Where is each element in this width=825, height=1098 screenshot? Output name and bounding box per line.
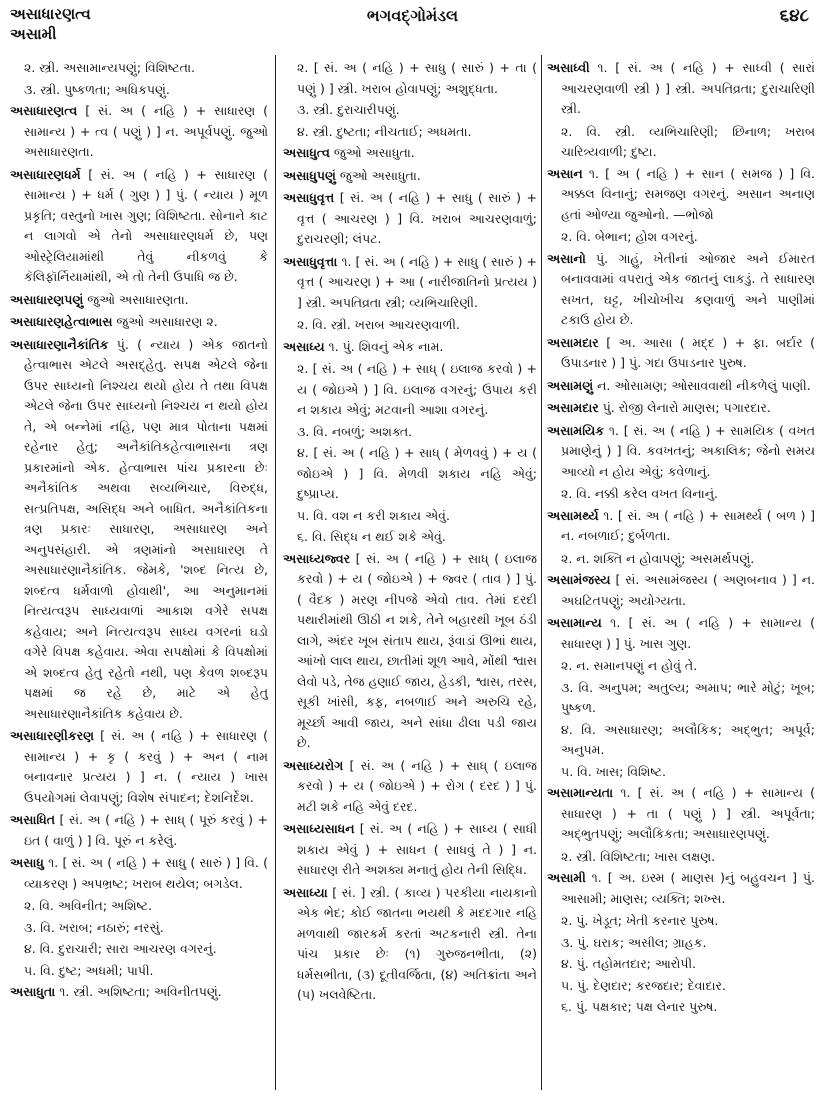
entry-sense: ૨. વિ. સ્ત્રી. વ્યભિચારિણી; છિનાળ; ખરાબ ચારિત્ર્યવાળી; દુષ્ટા. bbox=[561, 123, 815, 159]
dictionary-entry bbox=[10, 101, 268, 163]
dictionary-column-1 bbox=[10, 58, 268, 1090]
entry-headword: અસાધારણહેત્વાભાસ bbox=[10, 314, 113, 329]
dictionary-entry bbox=[10, 165, 268, 288]
entry-sense: ૬. પું. પક્ષકાર; પક્ષ લેનાર પુરુષ. bbox=[561, 999, 718, 1014]
entry-definition: [ સં. અ ( નહિ ) + સાધારણ ( સામાન્ય ) + કૃ ( કરવું ) + અન ( નામ બનાવનાર પ્રત્યય ) ] ન. ( ન્યાય ) ખાસ ઉપયોગમાં લેવાપણું; વિશેષ સંપાદન; દેશનિર્દેશ. bbox=[24, 728, 268, 805]
entry-definition: [ સં. અ ( નહિ ) + સાધ્ય ( સાધી શકાય એવું ) + સાધન ( સાધવું તે ) ] ન. સાધારણ રીતે અશક્ય મનાતું હોય તેની સિદ્ધિ. bbox=[297, 821, 537, 877]
entry-sense: ૪. વિ. દુરાચારી; સારા આચરણ વગરનું. bbox=[24, 941, 217, 956]
entry-headword: અસામર્થ્ય bbox=[547, 507, 599, 523]
entry-sense: ૨. વિ. બેભાન; હોશ વગરનું. bbox=[561, 229, 698, 244]
entry-headword: અસામી bbox=[547, 870, 586, 885]
dictionary-entry bbox=[10, 726, 268, 808]
entry-sense: ૨. ન. શક્તિ ન હોવાપણું; અસમર્થપણું. bbox=[561, 550, 755, 566]
entry-headword: અસાધારણાનૈકાંતિક bbox=[10, 336, 109, 352]
dictionary-entry bbox=[283, 549, 537, 754]
dictionary-entry bbox=[10, 290, 268, 311]
entry-headword: અસાધારણીકરણ bbox=[10, 728, 95, 743]
entry-definition: [ સં. અસામંજસ્ય ( અણબનાવ ) ] ન. અઘટિતપણું; અયોગ્યતા. bbox=[561, 572, 815, 608]
entry-headword: અસામદાર bbox=[547, 334, 599, 350]
entry-definition: [ સં. અ ( નહિ ) + સાધારણ ( સામાન્ય ) + ધર્મ ( ગુણ ) ] પું. ( ન્યાય ) મૂળ પ્રકૃતિ; વસ્તુનો ખાસ ગુણ; વિશિષ્ટતા. સોનાને કાટ ન લાગવો એ તેનો અસાધારણધર્મ છે, પણ ઓસ્ટ્રેલિયામાંથી તેવું નીકળવું કે કૅલિફૉર્નિયામાંથી, એ તો તેની ઉપાધિ જ છે. bbox=[24, 166, 268, 284]
dictionary-entry bbox=[547, 398, 815, 419]
column-rule bbox=[275, 55, 276, 1090]
column-rule bbox=[541, 55, 542, 1090]
entry-definition: ૧. [ અ ( નહિ ) + સાન ( સમજ ) ] વિ. અક્કલ વિનાનું; સમજણ વગરનું. અસાન અનાણ હતાં ઓળ્યા જુઓનો. —ભોજો bbox=[561, 165, 815, 222]
dictionary-entry bbox=[283, 756, 537, 818]
entry-sense: ૨. [ સં. અ ( નહિ ) + સાધ્ ( ઇલાજ કરવો ) + ય ( જોઇએ ) ] વિ. ઇલાજ વગરનું; ઉપાય કરી ન શકાય એવું; મટવાની આશા વગરનું. bbox=[297, 361, 537, 417]
entry-definition: પું. રોજી લેનારો માણસ; પગારદાર. bbox=[598, 400, 771, 415]
running-head: ભગવદ્ગોમંડલ bbox=[366, 6, 459, 25]
entry-headword: અસાધુવૃત્ત bbox=[283, 190, 335, 205]
dictionary-entry bbox=[547, 58, 815, 120]
entry-headword: અસાધુત્વ bbox=[283, 145, 330, 160]
entry-headword: અસાધુવૃત્તા bbox=[283, 253, 338, 269]
entry-headword: અસાધ્યરોગ bbox=[283, 757, 344, 773]
entry-definition: જુઓ અસાધારણતા. bbox=[83, 291, 189, 307]
entry-definition: [ સં. અ ( નહિ ) + સાધ્ ( ઇલાજ કરવો ) + ય ( જોઇએ ) + જ્વર ( તાવ ) ] પું. ( વૈદક ) મરણ નીપજે એવો તાવ. તેમાં દરદી પથારીમાંથી ઊઠી ન શકે, તેને બહારથી ખૂબ ઠંડી લાગે, અંદર ખૂબ સંતાપ થાય, રૂંવાડાં ઊભાં થાય, આંખો લાલ થાય, છાતીમાં શૂળ આવે, મોંથી શ્વાસ લેવો પડે, તેજ હણાઈ જાય, હેડકી, શ્વાસ, તરસ, સૂકી ખાંસી, કફ, નબળાઈ અને અરુચિ રહે, મૂર્ચ્છા આવી જાય, અને સાંધા ઢીલા પડી જાય છે. bbox=[297, 550, 537, 750]
entry-headword: અસામદાર bbox=[547, 400, 599, 415]
entry-definition: ૧. [ સં. અ ( નહિ ) + સામયિક ( વખત પ્રમાણેનું ) ] વિ. કવખતનું; અકાલિક; જેનો સમય આવ્યો ન હોય એવું; કવેળાનું. bbox=[561, 422, 815, 479]
dictionary-entry bbox=[547, 783, 815, 845]
entry-definition: [ સં. ] સ્ત્રી. ( કાવ્ય ) પરકીયા નાયકાનો એક ભેદ; કોઈ જાતના ભયથી કે મદદગાર નહિ મળવાથી જારકર્મ કરતાં અટકનારી સ્ત્રી. તેના પાંચ પ્રકાર છેઃ (૧) ગુરુજનભીતા, (૨) ધર્મસભીતા, (૩) દૂતીવર્જિતા, (૪) અતિક્રાંતા અને (૫) ખલવેષ્ટિતા. bbox=[297, 884, 537, 1002]
entry-sense: ૨. વિ. અવિનીત; અશિષ્ટ. bbox=[24, 898, 153, 913]
entry-headword: અસાધુતા bbox=[10, 984, 56, 999]
dictionary-entry bbox=[283, 883, 537, 1006]
entry-sense: ૨. ન. સમાનપણું ન હોવું તે. bbox=[561, 658, 698, 673]
entry-definition: જુઓ અસાધારણ ૨. bbox=[112, 314, 218, 329]
entry-headword: અસાધ્યા bbox=[283, 884, 328, 900]
entry-definition: ૧. [ સં. અ ( નહિ ) + સાધુ ( સારું ) + વૃત્ત ( આચરણ ) + આ ( નારીજાતિનો પ્રત્યય ) ] સ્ત્રી. અપતિવ્રતા સ્ત્રી; વ્યભિચારિણી. bbox=[297, 253, 537, 310]
entry-sense: ૨. પું. ખેડૂત; ખેતી કરનાર પુરુષ. bbox=[561, 913, 719, 928]
entry-headword: અસાધારણપણું bbox=[10, 291, 84, 307]
guide-word-first: અસાધારણત્વ bbox=[10, 5, 91, 23]
entry-headword: અસાધ્યસાધન bbox=[283, 821, 355, 836]
entry-sense: ૬. વિ. સિદ્ધ ન થઈ શકે એવું. bbox=[297, 529, 446, 544]
entry-definition: [ અ. આસા ( મદ્દ ) + ફા. બર્દાર ( ઉપાડનાર ) ] પું. ગદા ઉપાડનાર પુરુષ. bbox=[561, 334, 815, 370]
entry-headword: અસાધારણધર્મ bbox=[10, 166, 81, 182]
dictionary-entry bbox=[10, 810, 268, 851]
entry-definition: [ સં. અ ( નહિ ) + સાધુ ( સારું ) + વૃત્ત ( આચરણ ) ] વિ. ખરાબ આચરણવાળું; દુરાચરણી; લંપટ. bbox=[297, 190, 537, 246]
entry-sense: ૩. વિ. નબળું; અશક્ત. bbox=[297, 423, 413, 439]
entry-sense: ૪. સ્ત્રી. દુષ્ટતા; નીચતાઈ; અધમતા. bbox=[297, 123, 472, 139]
dictionary-entry bbox=[10, 335, 268, 725]
dictionary-entry bbox=[10, 312, 268, 333]
entry-definition: જુઓ અસાધુતા. bbox=[329, 145, 415, 160]
entry-sense: ૨. વિ. નક્કી કરેલ વખત વિનાનું. bbox=[561, 486, 719, 501]
entry-sense: ૪. [ સં. અ ( નહિ ) + સાધ્ ( મેળવવું ) + ય ( જોઇએ ) ] વિ. મેળવી શકાય નહિ એવું; દુષ્પ્રાપ્ય. bbox=[297, 445, 537, 501]
entry-definition: [ સં. અ ( નહિ ) + સાધારણ ( સામાન્ય ) + ત્વ ( પણું ) ] ન. અપૂર્વપણું. જુઓ અસાધારણતા. bbox=[24, 103, 268, 159]
dictionary-entry bbox=[283, 143, 537, 164]
entry-headword: અસાધુ bbox=[10, 855, 44, 870]
entry-sense: ૪. પું. તહોમતદાર; આરોપી. bbox=[561, 956, 697, 971]
entry-sense: ૩. પું. ઘરાક; અસીલ; ગ્રાહક. bbox=[561, 934, 707, 950]
entry-sense: ૩. વિ. અનુપમ; અતુલ્ય; અમાપ; ભારે મોટું; ખૂબ; પુષ્કળ. bbox=[561, 679, 815, 715]
entry-definition: [ સં. અ ( નહિ ) + સાધ્ ( પૂરું કરવું ) + ઇત ( વાળું ) ] વિ. પૂરું ન કરેલું. bbox=[24, 812, 268, 848]
guide-word-last: અસામી bbox=[10, 25, 57, 43]
dictionary-entry bbox=[283, 188, 537, 250]
entry-sense: ૨. સ્ત્રી. અસામાન્યપણું; વિશિષ્ટતા. bbox=[24, 60, 196, 75]
dictionary-entry bbox=[547, 506, 815, 547]
dictionary-entry bbox=[547, 613, 815, 654]
entry-sense: ૫. વિ. વશ ન કરી શકાય એવું. bbox=[297, 507, 450, 523]
dictionary-entry bbox=[547, 333, 815, 374]
entry-headword: અસામણું bbox=[547, 377, 594, 393]
dictionary-entry bbox=[10, 853, 268, 894]
entry-definition: જુઓ અસાધુતા. bbox=[335, 167, 421, 183]
entry-definition: પું. ગાહું, ખેતીનાં ઓજાર અને ઈમારત બનાવવામાં વપરાતું એક જાતનું લાકડું. તે સાધારણ સખત, ઘટ્ટ, ખીચોખીચ કણવાળું અને પાણીમાં ટકાઉ હોય છે. bbox=[561, 250, 815, 327]
entry-sense: ૨. વિ. સ્ત્રી. ખરાબ આચરણવાળી. bbox=[297, 317, 460, 332]
entry-definition: પું. ( ન્યાય ) એક જાતનો હેત્વાભાસ એટલે અસદ્હેતુ. સપક્ષ એટલે જેના ઉપર સાધ્યનો નિશ્ચય થયો હોય તે તથા વિપક્ષ એટલે જેના ઉપર સાધ્યનો નિશ્ચય ન થયો હોય તે, એ બન્નેમાં નહિ, પણ માત્ર પોતાના પક્ષમાં રહેનાર હેતુ; અનૈકાંતિકહેત્વાભાસના ત્રણ પ્રકારમાંનો એક. હેત્વાભાસ પાંચ પ્રકારના છેઃ અનૈકાંતિક અથવા સવ્યભિચાર, વિરુદ્ધ, સત્પ્રતિપક્ષ, અસિદ્ધ અને બાધિત. અનૈકાંતિકના ત્રણ પ્રકારઃ સાધારણ, અસાધારણ અને અનુપસંહારી. એ ત્રણમાંનો અસાધારણ તે અસાધારણાનૈકાંતિક. જેમકે, 'શબ્દ નિત્ય છે, શબ્દત્વ ધર્મવાળો હોવાથી', આ અનુમાનમાં નિત્યત્વરૂપ સાધ્યવાળાં આકાશ વગેરે સપક્ષ કહેવાય; અને નિત્યત્વરૂપ સાધ્ય વગરનાં ઘડો વગેરે વિપક્ષ કહેવાય. એવા સપક્ષોમાં કે વિપક્ષોમાં એ શબ્દત્વ હેતુ રહેતો નથી, પણ કેવળ શબ્દરૂપ પક્ષમાં જ રહે છે, માટે એ હેતુ અસાધારણાનૈકાંતિક કહેવાય છે. bbox=[24, 336, 268, 721]
entry-headword: અસાધિત bbox=[10, 812, 55, 827]
dictionary-entry bbox=[547, 164, 815, 226]
entry-definition: [ સં. અ ( નહિ ) + સાધ્ ( ઇલાજ કરવો ) + ય ( જોઇએ ) + રોગ ( દરદ ) ] પું. મટી શકે નહિ એવું દરદ. bbox=[297, 757, 537, 814]
entry-headword: અસાધુપણું bbox=[283, 167, 336, 183]
dictionary-column-3 bbox=[547, 58, 815, 1090]
entry-sense: ૨. [ સં. અ ( નહિ ) + સાધુ ( સારું ) + તા ( પણું ) ] સ્ત્રી. ખરાબ હોવાપણું; અશુદ્ધતા. bbox=[297, 60, 537, 96]
entry-headword: અસાધ્વી bbox=[547, 60, 590, 75]
dictionary-entry bbox=[283, 166, 537, 187]
entry-headword: અસાધ્યજ્વર bbox=[283, 550, 351, 566]
entry-definition: ૧. સ્ત્રી. અશિષ્ટતા; અવિનીતપણું. bbox=[55, 984, 222, 999]
entry-headword: અસામંજસ્ય bbox=[547, 572, 611, 587]
entry-sense: ૫. પું. દેણદાર; કરજદાર; દેવાદાર. bbox=[561, 977, 726, 993]
dictionary-column-2 bbox=[283, 58, 537, 1090]
entry-sense: ૩. સ્ત્રી. દુરાચારીપણું. bbox=[297, 102, 400, 117]
dictionary-entry bbox=[547, 421, 815, 483]
entry-definition: ૧. [ સં. અ ( નહિ ) + સામાન્ય ( સાધારણ ) ] પું. ખાસ ગુણ. bbox=[561, 615, 815, 651]
dictionary-entry bbox=[547, 249, 815, 331]
entry-definition: ૧. [ સં. અ ( નહિ ) + સામર્થ્ય ( બળ ) ] ન. નબળાઈ; દુર્બળતા. bbox=[561, 507, 815, 543]
entry-headword: અસાન bbox=[547, 165, 583, 181]
entry-sense: ૪. વિ. અસાધારણ; અલૌકિક; અદ્ભુત; અપૂર્વ; અનુપમ. bbox=[561, 721, 815, 757]
entry-definition: ૧. [ અ. ઇસ્મ ( માણસ )નું બહુવચન ] પું. આસામી; માણસ; વ્યક્તિ; શખ્સ. bbox=[561, 870, 815, 906]
page-header bbox=[0, 0, 825, 50]
dictionary-entry bbox=[547, 868, 815, 909]
entry-definition: ૧. [ સં. અ ( નહિ ) + સાધ્વી ( સારાં આચરણવાળી સ્ત્રી ) ] સ્ત્રી. અપતિવ્રતા; દુરાચારિણી સ્ત્રી. bbox=[561, 60, 815, 116]
entry-headword: અસાધ્ય bbox=[283, 338, 325, 354]
dictionary-entry bbox=[547, 376, 815, 397]
entry-definition: ૧. પું. શિવનું એક નામ. bbox=[324, 338, 444, 354]
dictionary-entry bbox=[283, 252, 537, 314]
entry-headword: અસાધારણત્વ bbox=[10, 103, 78, 118]
entry-headword: અસામયિક bbox=[547, 422, 605, 438]
entry-definition: ન. ઓસામણ; ઓસાવવાથી નીકળેલું પાણી. bbox=[593, 377, 811, 393]
entry-sense: ૨. સ્ત્રી. વિશિષ્ટતા; ખાસ લક્ષણ. bbox=[561, 848, 716, 864]
dictionary-entry bbox=[10, 982, 268, 1003]
entry-sense: ૩. વિ. ખરાબ; નઠારું; નરસું. bbox=[24, 919, 164, 935]
entry-headword: અસામાન્ય bbox=[547, 615, 602, 630]
entry-definition: ૧. [ સં. અ ( નહિ ) + સાધુ ( સારું ) ] વિ. ( વ્યાકરણ ) અપભ્રષ્ટ; ખરાબ થયેલ; બગડેલ. bbox=[24, 855, 268, 891]
entry-sense: ૫. વિ. દુષ્ટ; અધમી; પાપી. bbox=[24, 962, 154, 978]
entry-headword: અસાનો bbox=[547, 250, 586, 266]
entry-sense: ૩. સ્ત્રી. પુષ્કળતા; અધિકપણું. bbox=[24, 81, 170, 97]
entry-sense: ૫. વિ. ખાસ; વિશિષ્ટ. bbox=[561, 763, 666, 779]
dictionary-entry bbox=[283, 819, 537, 881]
dictionary-entry bbox=[283, 337, 537, 358]
entry-definition: ૧. [ સં. અ ( નહિ ) + સામાન્ય ( સાધારણ ) + તા ( પણું ) ] સ્ત્રી. અપૂર્વતા; અદ્ભુતપણું; અલૌકિકતા; અસાધારણપણું. bbox=[561, 785, 815, 841]
dictionary-entry bbox=[547, 570, 815, 611]
entry-headword: અસામાન્યતા bbox=[547, 785, 614, 800]
page-number: ૬૪૮ bbox=[779, 6, 809, 26]
